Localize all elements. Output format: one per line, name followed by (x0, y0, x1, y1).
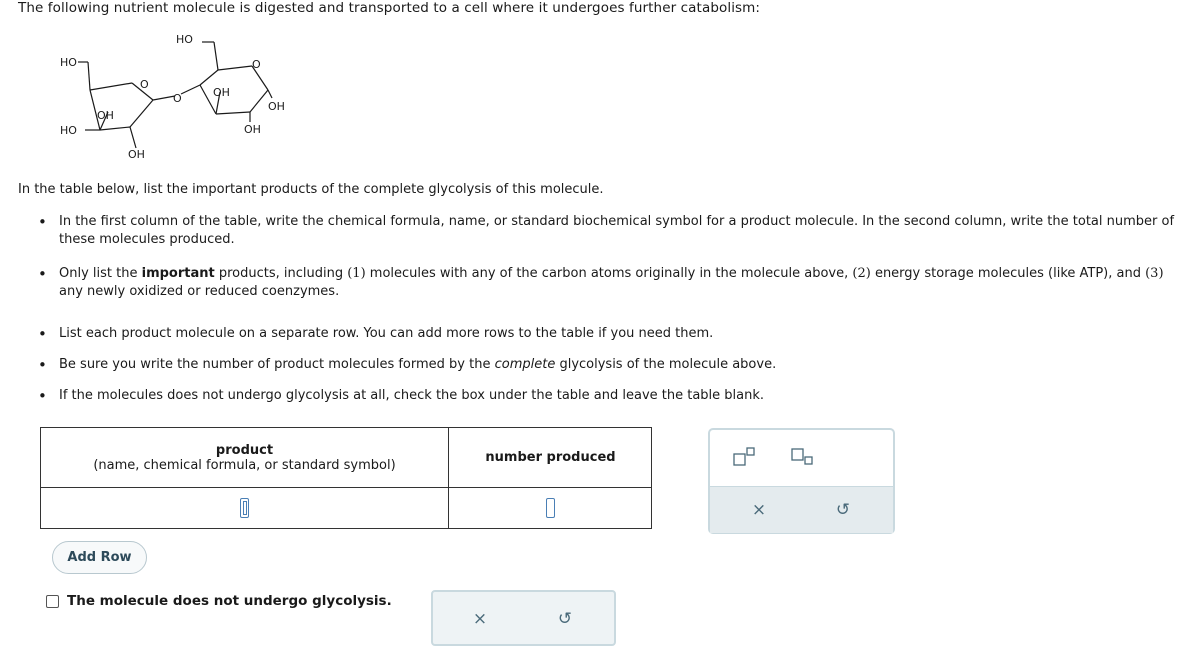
instruction-item: • List each product molecule on a separate row. You can add more rows to the table if you need them. (36, 325, 1186, 343)
clear-button[interactable] (465, 604, 495, 634)
format-toolbar (708, 428, 895, 534)
header-number (449, 428, 652, 488)
disaccharide-structure (40, 30, 320, 170)
header-number-title: number produced (485, 450, 616, 465)
mol-label: HO (176, 33, 193, 46)
no-glycolysis-checkbox[interactable] (46, 595, 59, 608)
mol-label: O (173, 92, 182, 105)
superscript-icon (733, 447, 757, 467)
subscript-icon (791, 447, 815, 467)
undo-icon: ↺ (557, 609, 573, 629)
instruction-item: • In the first column of the table, write the chemical formula, name, or standard biochemical symbol for a product molecule. In the second column, write the total number of these molecules produced. (36, 213, 1186, 249)
number-input[interactable] (449, 488, 652, 528)
answer-table (40, 427, 652, 529)
mol-label: OH (213, 86, 230, 99)
instructions-lead: In the table below, list the important products of the complete glycolysis of this molecule. (18, 182, 604, 197)
mol-label: OH (97, 109, 114, 122)
no-glycolysis-option[interactable] (46, 593, 392, 609)
question-intro: The following nutrient molecule is digested and transported to a cell where it undergoes further catabolism: (18, 0, 761, 16)
format-toolbar-actions (710, 486, 893, 533)
clear-button[interactable] (744, 495, 774, 525)
close-icon: × (751, 500, 767, 520)
add-row-button[interactable]: Add Row (52, 541, 147, 574)
undo-icon: ↺ (835, 500, 851, 520)
mol-label: OH (244, 123, 261, 136)
text-caret-icon (240, 498, 249, 518)
instruction-item: • Only list the important products, including (1) molecules with any of the carbon atoms originally in the molecule above, (2) energy storage molecules (like ATP), and (3) any newly oxidized or reduced coenzymes. (36, 265, 1186, 301)
text-caret-icon (546, 498, 555, 518)
superscript-button[interactable] (730, 442, 760, 472)
close-icon: × (472, 609, 488, 629)
mol-label: OH (268, 100, 285, 113)
product-input[interactable] (41, 488, 449, 528)
instruction-item: • Be sure you write the number of product molecules formed by the complete glycolysis of the molecule above. (36, 356, 1186, 374)
subscript-button[interactable] (788, 442, 818, 472)
mol-label: O (140, 78, 149, 91)
mol-label: HO (60, 124, 77, 137)
undo-button[interactable] (550, 604, 580, 634)
mol-label: OH (128, 148, 145, 161)
undo-button[interactable] (828, 495, 858, 525)
header-product-subtitle: (name, chemical formula, or standard symbol) (93, 457, 396, 473)
mol-label: HO (60, 56, 77, 69)
no-glycolysis-label: The molecule does not undergo glycolysis. (67, 593, 392, 609)
header-product (41, 428, 449, 488)
header-product-title: product (215, 442, 274, 458)
instruction-item: • If the molecules does not undergo glycolysis at all, check the box under the table and leave the table blank. (36, 387, 1186, 405)
mol-label: O (252, 58, 261, 71)
answer-toolbar (431, 590, 616, 646)
